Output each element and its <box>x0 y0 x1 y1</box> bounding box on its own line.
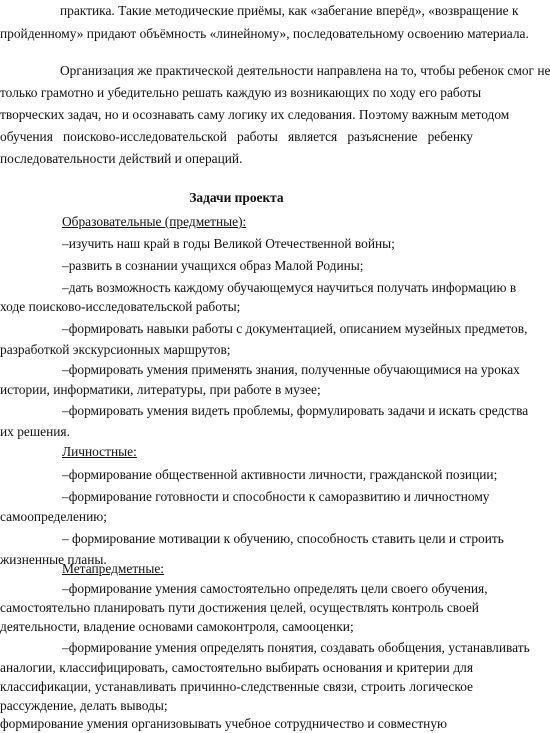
list-item-cont: жизненные планы. <box>0 552 107 567</box>
list-item: –формирование готовности и способности к саморазвитию и личностному <box>62 489 490 504</box>
text-line: последовательности действий и операций. <box>0 151 243 166</box>
text-line: только грамотно и убедительно решать каждую из возникающих по ходу его работы <box>0 85 482 100</box>
list-item-cont: ходе поисково-исследовательской работы; <box>0 299 241 314</box>
text-line: Организация же практической деятельности направлена на то, чтобы ребенок смог не <box>60 63 550 78</box>
list-item-cont: самоопределению; <box>0 509 107 524</box>
list-item-cont: их решения. <box>0 424 70 439</box>
list-item-cont: аналогии, классифицировать, самостоятельно выбирать основания и критерии для <box>0 660 473 675</box>
section-heading: Задачи проекта <box>189 190 284 205</box>
text-line: пройденному» придают объёмность «линейному», последовательному освоению материала. <box>0 26 529 41</box>
text-line: формирование умения организовывать учебное сотрудничество и совместную <box>0 716 448 731</box>
list-item: –дать возможность каждому обучающемуся научиться получать информацию в <box>62 280 517 295</box>
list-item-cont: разработкой экскурсионных маршрутов; <box>0 342 231 357</box>
section-title-metasubject: Метапредметные: <box>62 561 164 576</box>
list-item: –формировать умения применять знания, полученные обучающимися на уроках <box>62 362 520 377</box>
list-item: –формировать навыки работы с документацией, описанием музейных предметов, <box>62 321 528 336</box>
list-item: –формирование умения определять понятия, создавать обобщения, устанавливать <box>62 640 530 655</box>
text-line: практика. Такие методические приёмы, как «забегание вперёд», «возвращение к <box>60 3 519 18</box>
list-item-cont: самостоятельно планировать пути достижения целей, осуществлять контроль своей <box>0 600 479 615</box>
list-item: –формирование умения самостоятельно определять цели своего обучения, <box>62 581 488 596</box>
list-item: –изучить наш край в годы Великой Отечественной войны; <box>62 236 395 251</box>
list-item: –формировать умения видеть проблемы, формулировать задачи и искать средства <box>62 403 529 418</box>
list-item-cont: классификации, устанавливать причинно-следственные связи, строить логическое <box>0 679 473 694</box>
list-item-cont: истории, информатики, литературы, при работе в музее; <box>0 382 321 397</box>
text-line: обучения поисково-исследовательской работы является разъяснение ребенку <box>0 129 473 144</box>
section-title-personal: Личностные: <box>62 444 137 459</box>
list-item-cont: рассуждение, делать выводы; <box>0 698 168 713</box>
list-item-cont: деятельности, владение основами самоконтроля, самооценки; <box>0 619 354 634</box>
section-title-educational: Образовательные (предметные): <box>62 214 247 229</box>
list-item: –развить в сознании учащихся образ Малой Родины; <box>62 258 364 273</box>
list-item: – формирование мотивации к обучению, способность ставить цели и строить <box>62 531 504 546</box>
list-item: –формирование общественной активности личности, гражданской позиции; <box>62 467 498 482</box>
text-line: творческих задач, но и осознавать саму логику их следования. Поэтому важным методом <box>0 107 510 122</box>
